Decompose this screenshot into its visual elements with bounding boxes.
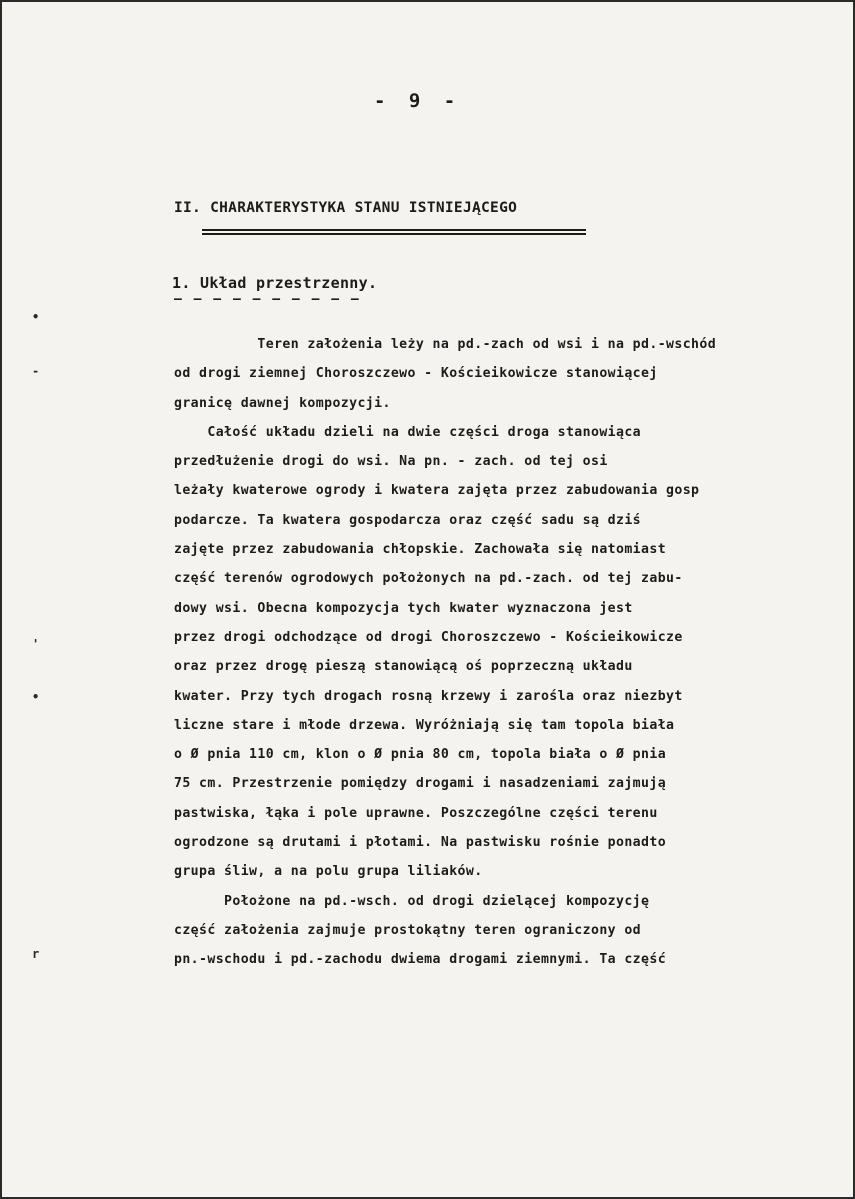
margin-mark: ' bbox=[32, 637, 40, 651]
body-line: pastwiska, łąka i pole uprawne. Poszczególne części terenu bbox=[174, 805, 658, 821]
body-line: przedłużenie drogi do wsi. Na pn. - zach. od tej osi bbox=[174, 454, 608, 470]
body-line: oraz przez drogę pieszą stanowiącą oś poprzeczną układu bbox=[174, 659, 633, 675]
heading-underline-second bbox=[202, 233, 586, 235]
body-line: granicę dawnej kompozycji. bbox=[174, 395, 391, 411]
body-line: grupa śliw, a na polu grupa liliaków. bbox=[174, 864, 483, 880]
body-line: Teren założenia leży na pd.-zach od wsi i na pd.-wschód bbox=[174, 337, 717, 352]
margin-mark: • bbox=[32, 690, 40, 704]
body-line: zajęte przez zabudowania chłopskie. Zachowała się natomiast bbox=[174, 542, 667, 558]
subheading-underline: — — — — — — — — — — bbox=[174, 292, 361, 307]
body-line: o Ø pnia 110 cm, klon o Ø pnia 80 cm, topola biała o Ø pnia bbox=[174, 747, 667, 763]
body-line: pn.-wschodu i pd.-zachodu dwiema drogami ziemnymi. Ta część bbox=[174, 952, 667, 968]
margin-mark: - bbox=[32, 364, 40, 378]
body-line: leżały kwaterowe ogrody i kwatera zajęta przez zabudowania gosp bbox=[174, 483, 700, 499]
body-line: liczne stare i młode drzewa. Wyróżniają się tam topola biała bbox=[174, 717, 675, 733]
body-line: przez drogi odchodzące od drogi Choroszczewo - Kościeikowicze bbox=[174, 629, 683, 645]
section-heading: II. CHARAKTERYSTYKA STANU ISTNIEJĄCEGO bbox=[174, 200, 518, 216]
body-line: część terenów ogrodowych położonych na pd.-zach. od tej zabu- bbox=[174, 571, 683, 587]
body-line: 75 cm. Przestrzenie pomiędzy drogami i nasadzeniami zajmują bbox=[174, 776, 667, 792]
body-line: Całość układu dzieli na dwie części droga stanowiąca bbox=[174, 424, 642, 440]
body-line: Położone na pd.-wsch. od drogi dzielącej kompozycję bbox=[174, 893, 650, 909]
body-line: ogrodzone są drutami i płotami. Na pastwisku rośnie ponadto bbox=[174, 835, 667, 851]
body-line: kwater. Przy tych drogach rosną krzewy i zarośla oraz niezbyt bbox=[174, 688, 683, 704]
subheading: 1. Układ przestrzenny. bbox=[172, 274, 378, 292]
body-line: dowy wsi. Obecna kompozycja tych kwater wyznaczona jest bbox=[174, 600, 633, 616]
margin-mark: • bbox=[32, 310, 40, 324]
body-line: od drogi ziemnej Choroszczewo - Kościeikowicze stanowiącej bbox=[174, 366, 658, 382]
body-line: podarcze. Ta kwatera gospodarcza oraz część sadu są dziś bbox=[174, 512, 642, 528]
margin-mark: r bbox=[32, 947, 40, 961]
body-text bbox=[174, 330, 850, 975]
heading-underline bbox=[202, 229, 586, 231]
page-number: - 9 - bbox=[374, 90, 462, 112]
body-line: część założenia zajmuje prostokątny teren ograniczony od bbox=[174, 922, 642, 938]
